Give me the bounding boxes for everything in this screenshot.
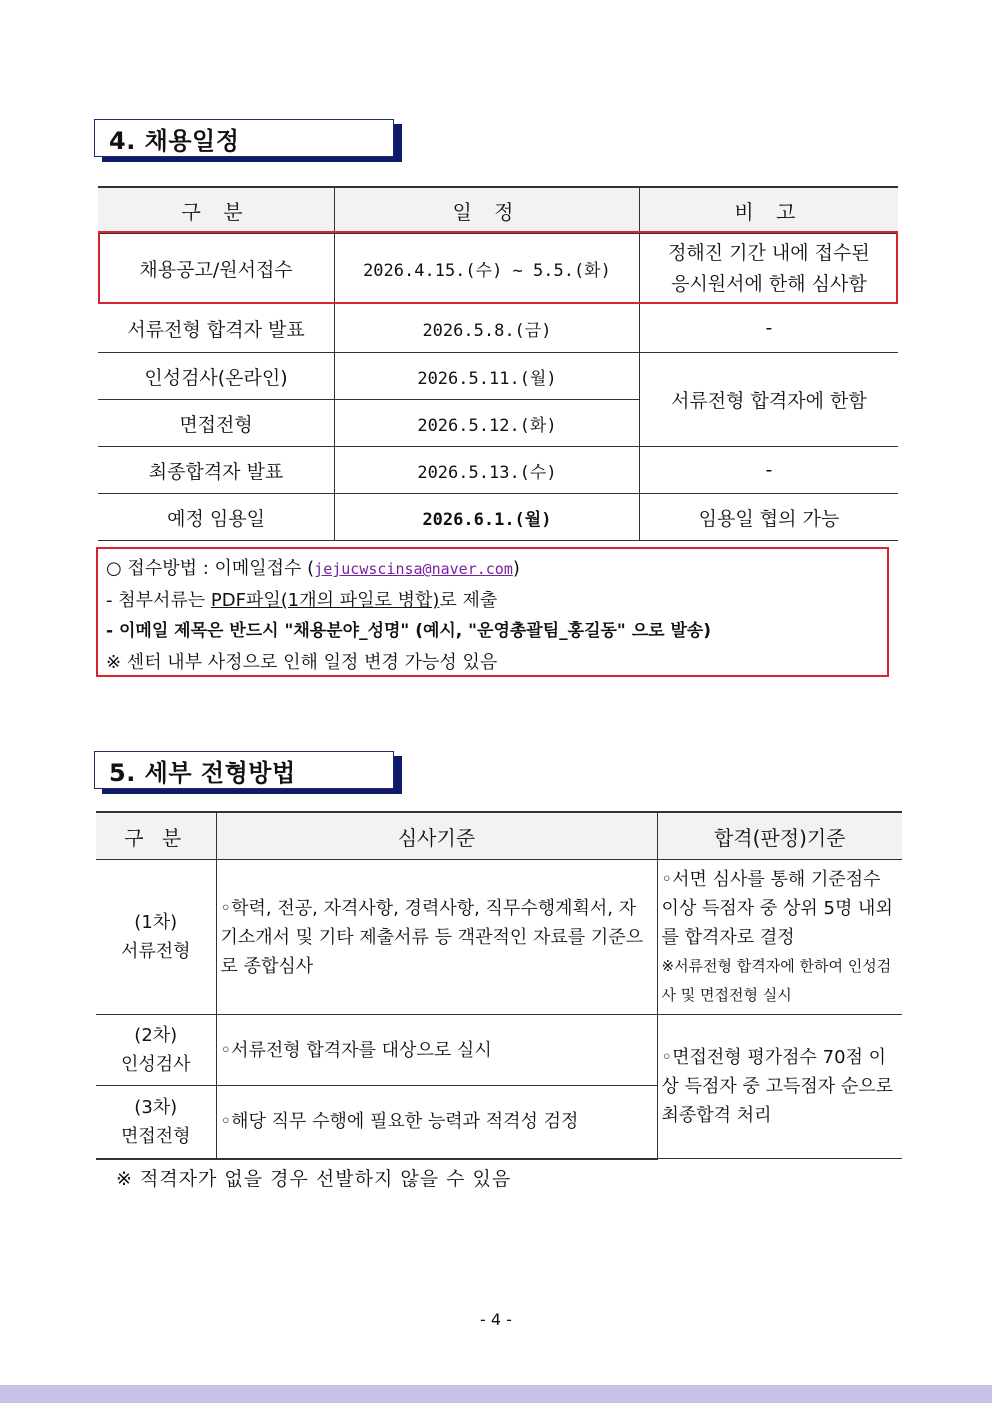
row-date: 2026.5.8.(금): [335, 304, 640, 353]
table-row: [96, 1015, 902, 1086]
header-category: 구 분: [98, 187, 335, 234]
pass-cell: ◦면접전형 평가점수 70점 이상 득점자 중 고득점자 순으로 최종합격 처리: [657, 1015, 902, 1159]
table-row: [96, 860, 902, 1015]
row-category: 서류전형 합격자 발표: [98, 304, 335, 353]
stage-cell: (2차) 인성검사: [96, 1015, 216, 1086]
table-row: [98, 234, 898, 304]
section-4-title: 4. 채용일정: [94, 119, 394, 157]
note-method: ○ 접수방법 : 이메일접수 (jejucwscinsa@naver.com): [106, 558, 520, 579]
row-category: 채용공고/원서접수: [98, 234, 335, 304]
note-change: ※ 센터 내부 사정으로 인해 일정 변경 가능성 있음: [106, 652, 498, 673]
schedule-table: [98, 186, 898, 541]
row-date: 2026.4.15.(수) ~ 5.5.(화): [335, 234, 640, 304]
criteria-cell: ◦해당 직무 수행에 필요한 능력과 적격성 검정: [216, 1086, 657, 1159]
table-row: [98, 353, 898, 400]
table-row: [98, 447, 898, 494]
selection-table: [96, 811, 902, 1160]
schedule-header-row: [98, 187, 898, 234]
note-attachments: - 첨부서류는 PDF파일(1개의 파일로 병합)로 제출: [106, 590, 498, 611]
row-note: 정해진 기간 내에 접수된 응시원서에 한해 심사함: [639, 234, 898, 304]
header-note: 비 고: [639, 187, 898, 234]
bottom-bar: [0, 1385, 992, 1403]
row-note: 서류전형 합격자에 한함: [639, 353, 898, 447]
stage-cell: (3차) 면접전형: [96, 1086, 216, 1159]
row-category: 최종합격자 발표: [98, 447, 335, 494]
header-date: 일 정: [335, 187, 640, 234]
table-row: [98, 304, 898, 353]
header-pass: 합격(판정)기준: [657, 812, 902, 860]
row-date: 2026.5.11.(월): [335, 353, 640, 400]
row-date: 2026.5.12.(화): [335, 400, 640, 447]
email-link[interactable]: jejucwscinsa@naver.com: [314, 560, 513, 578]
criteria-cell: ◦학력, 전공, 자격사항, 경력사항, 직무수행계획서, 자기소개서 및 기타 제출서류 등 객관적인 자료를 기준으로 종합심사: [216, 860, 657, 1015]
note-subject: - 이메일 제목은 반드시 "채용분야_성명" (예시, "운영총괄팀_홍길동" 으로 발송): [106, 621, 712, 641]
row-date: 2026.6.1.(월): [335, 494, 640, 541]
row-category: 면접전형: [98, 400, 335, 447]
table-row: [98, 494, 898, 541]
row-date: 2026.5.13.(수): [335, 447, 640, 494]
page-number: - 4 -: [480, 1310, 512, 1329]
row-category: 인성검사(온라인): [98, 353, 335, 400]
section-5-title: 5. 세부 전형방법: [94, 751, 394, 789]
row-category: 예정 임용일: [98, 494, 335, 541]
row-note: 임용일 협의 가능: [639, 494, 898, 541]
application-notes: [96, 547, 889, 677]
row-note: -: [639, 304, 898, 353]
stage-cell: (1차) 서류전형: [96, 860, 216, 1015]
row-note: -: [639, 447, 898, 494]
selection-footnote: ※ 적격자가 없을 경우 선발하지 않을 수 있음: [116, 1168, 512, 1190]
criteria-cell: ◦서류전형 합격자를 대상으로 실시: [216, 1015, 657, 1086]
selection-header-row: [96, 812, 902, 860]
header-criteria: 심사기준: [216, 812, 657, 860]
header-stage: 구 분: [96, 812, 216, 860]
pass-cell: ◦서면 심사를 통해 기준점수 이상 득점자 중 상위 5명 내외를 합격자로 결정 ※서류전형 합격자에 한하여 인성검사 및 면접전형 실시: [657, 860, 902, 1015]
